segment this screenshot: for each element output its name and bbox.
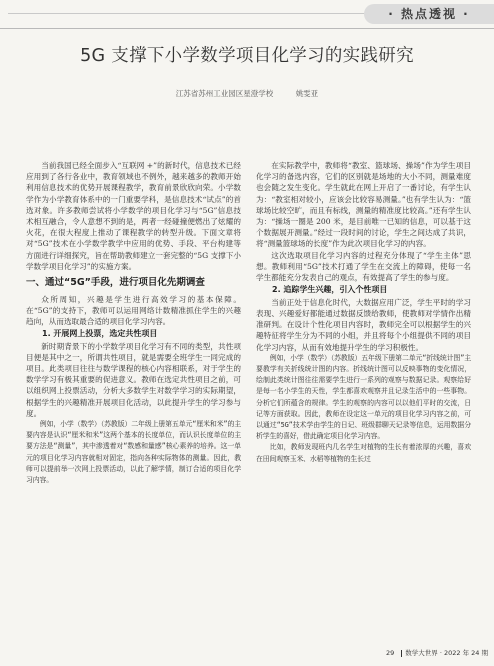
page-number: 29 bbox=[386, 649, 395, 657]
paragraph: 新时期背景下的小学数学项目化学习有不同的类型，共性项目便是其中之一，所谓共性项目，就是需要全班学生一同完成的项目。此类项目往往与数学课程的核心内容相联系，对于学生的数学学习有极其重要的促进意义。教师在选定共性项目之前，可以组织网上投票活动，分析大多数学生对数学学习的实际期望，根据学生的兴趣精准开展项目化活动，以此提升学生的学习参与度。 bbox=[26, 341, 241, 418]
footer-divider bbox=[401, 650, 402, 657]
affiliation: 江苏省苏州工业园区星澄学校 bbox=[175, 89, 274, 98]
case-example-continued: 比如，教师发现班内几名学生对植物的生长有着浓厚的兴趣，喜欢在田间观察玉米、水稻等植物的生长过 bbox=[256, 443, 471, 463]
section-heading-1: 一、通过“5G”手段，进行项目化先期调查 bbox=[26, 277, 205, 289]
page-header bbox=[0, 0, 494, 29]
page-footer bbox=[386, 648, 488, 657]
case-example: 例如，小学（数学）（苏教版）二年级上册第五单元“厘米和米”的主要内容是认识“厘米和米”这两个基本的长度单位，而认识长度单位的主要方法是“测量”，其中渗透着对“数感和量感”核心素养的培养。这一单元的项目化学习内容就相对固定，指向各种实际物体的测量。因此，教师可以提前举一次网上投票活动，以此了解学情，制订合适的项目化学习内容。 bbox=[26, 420, 241, 485]
section-tag: · 热点透视 · bbox=[364, 4, 494, 24]
intro-paragraph: 当前我国已经全面步入“互联网 +”的新时代，信息技术已经应用到了各行各业中，教育领域也不例外，越来越多的教师开始利用信息技术的优势开展课程教学，教育前景欣欣向荣。小学数学作为小学教育体系中的一门重要学科，是信息技术“试点”的首选对象。许多教师尝试将小学数学的项目化学习与“5G”信息技术相互融合，令人意想不到的是，两者一经碰撞便燃出了炫耀的火花，在很大程度上推动了课程教学的转型升级。下面文章将对“5G”技术在小学数学教学中应用的优势、手段、平台构建等方面进行详细探究，旨在帮助教师建立一套完整的“5G 支撑下小学数学项目化学习”的实施方案。 bbox=[26, 161, 241, 271]
paragraph: 众所周知，兴趣是学生进行高效学习的基本保障。在“5G”的支持下，教师可以运用网络计数精准抓住学生的兴趣趋向，从而选取最合适的项目化学习内容。 bbox=[26, 294, 241, 326]
byline bbox=[0, 88, 494, 99]
author-name: 姚雯亚 bbox=[295, 89, 319, 98]
subheading-1: 1. 开展网上投票，选定共性项目 bbox=[42, 329, 158, 339]
paragraph: 在实际教学中，教师将“教室、篮球场、操场”作为学生项目化学习的备选内容，它们的区别就是场地的大小不同，测量难度也会随之发生变化。学生就此在网上开启了一番讨论，有学生认为：“教室相对较小，应该会比较容易测量。”也有学生认为：“篮球场比较空旷，而且有标线，测量的精准度比较高。”还有学生认为：“操场一圈是 200 米，是目前唯一已知的信息，可以基于这个数据展开测量。”经过一段时间的讨论，学生之间达成了共识，将“测量篮球场的长度”作为此次项目化学习的内容。 bbox=[256, 161, 471, 249]
subheading-2: 2. 追踪学生兴趣，引入个性项目 bbox=[272, 285, 388, 295]
article-title: 5G 支撑下小学数学项目化学习的实践研究 bbox=[80, 46, 414, 66]
right-column bbox=[256, 160, 471, 465]
case-example: 例如，小学（数学）（苏教版）五年级下册第二单元“折线统计图”主要教学有关折线统计图的内容。折线统计图可以反映事物的变化情况，绘制此类统计图往往需要学生进行一系列的观察与数据记录。观察给好是每一名小学生的天性，学生都喜欢观察并且记录生活中的一些事物。分析它们所蕴含的规律。学生的观察的内容可以以他们平时的交流，日记等方面获取。因此，教师在设定这一单元的项目化学习内容之前，可以通过“5G”技术学由学生的日记、班级群聊天记录等信息，运用数据分析学生的喜好，借此确定项目化学习内容。 bbox=[256, 353, 471, 441]
journal-info: 数学大世界 · 2022 年 24 期 bbox=[405, 649, 488, 657]
header-rule bbox=[8, 13, 368, 14]
paragraph: 这次选取项目化学习内容的过程充分体现了“学生主体”思想。教师利用“5G”技术打通了学生在交流上的障碍，使每一名学生都能充分发表自己的观点，有效提高了学生的参与度。 bbox=[256, 250, 471, 283]
paragraph: 当前正处于信息化时代，大数据应用广泛，学生平时的学习表现、兴趣爱好都能通过数据反馈给教师，使教师对学情作出精准研判。在设计个性化项目内容时，教师完全可以根据学生的兴趣特征将学生分为不同的小组，并且将每个小组提供不同的项目化学习内容，从而有效地提升学生的学习积极性。 bbox=[256, 297, 471, 352]
left-column bbox=[26, 160, 241, 486]
